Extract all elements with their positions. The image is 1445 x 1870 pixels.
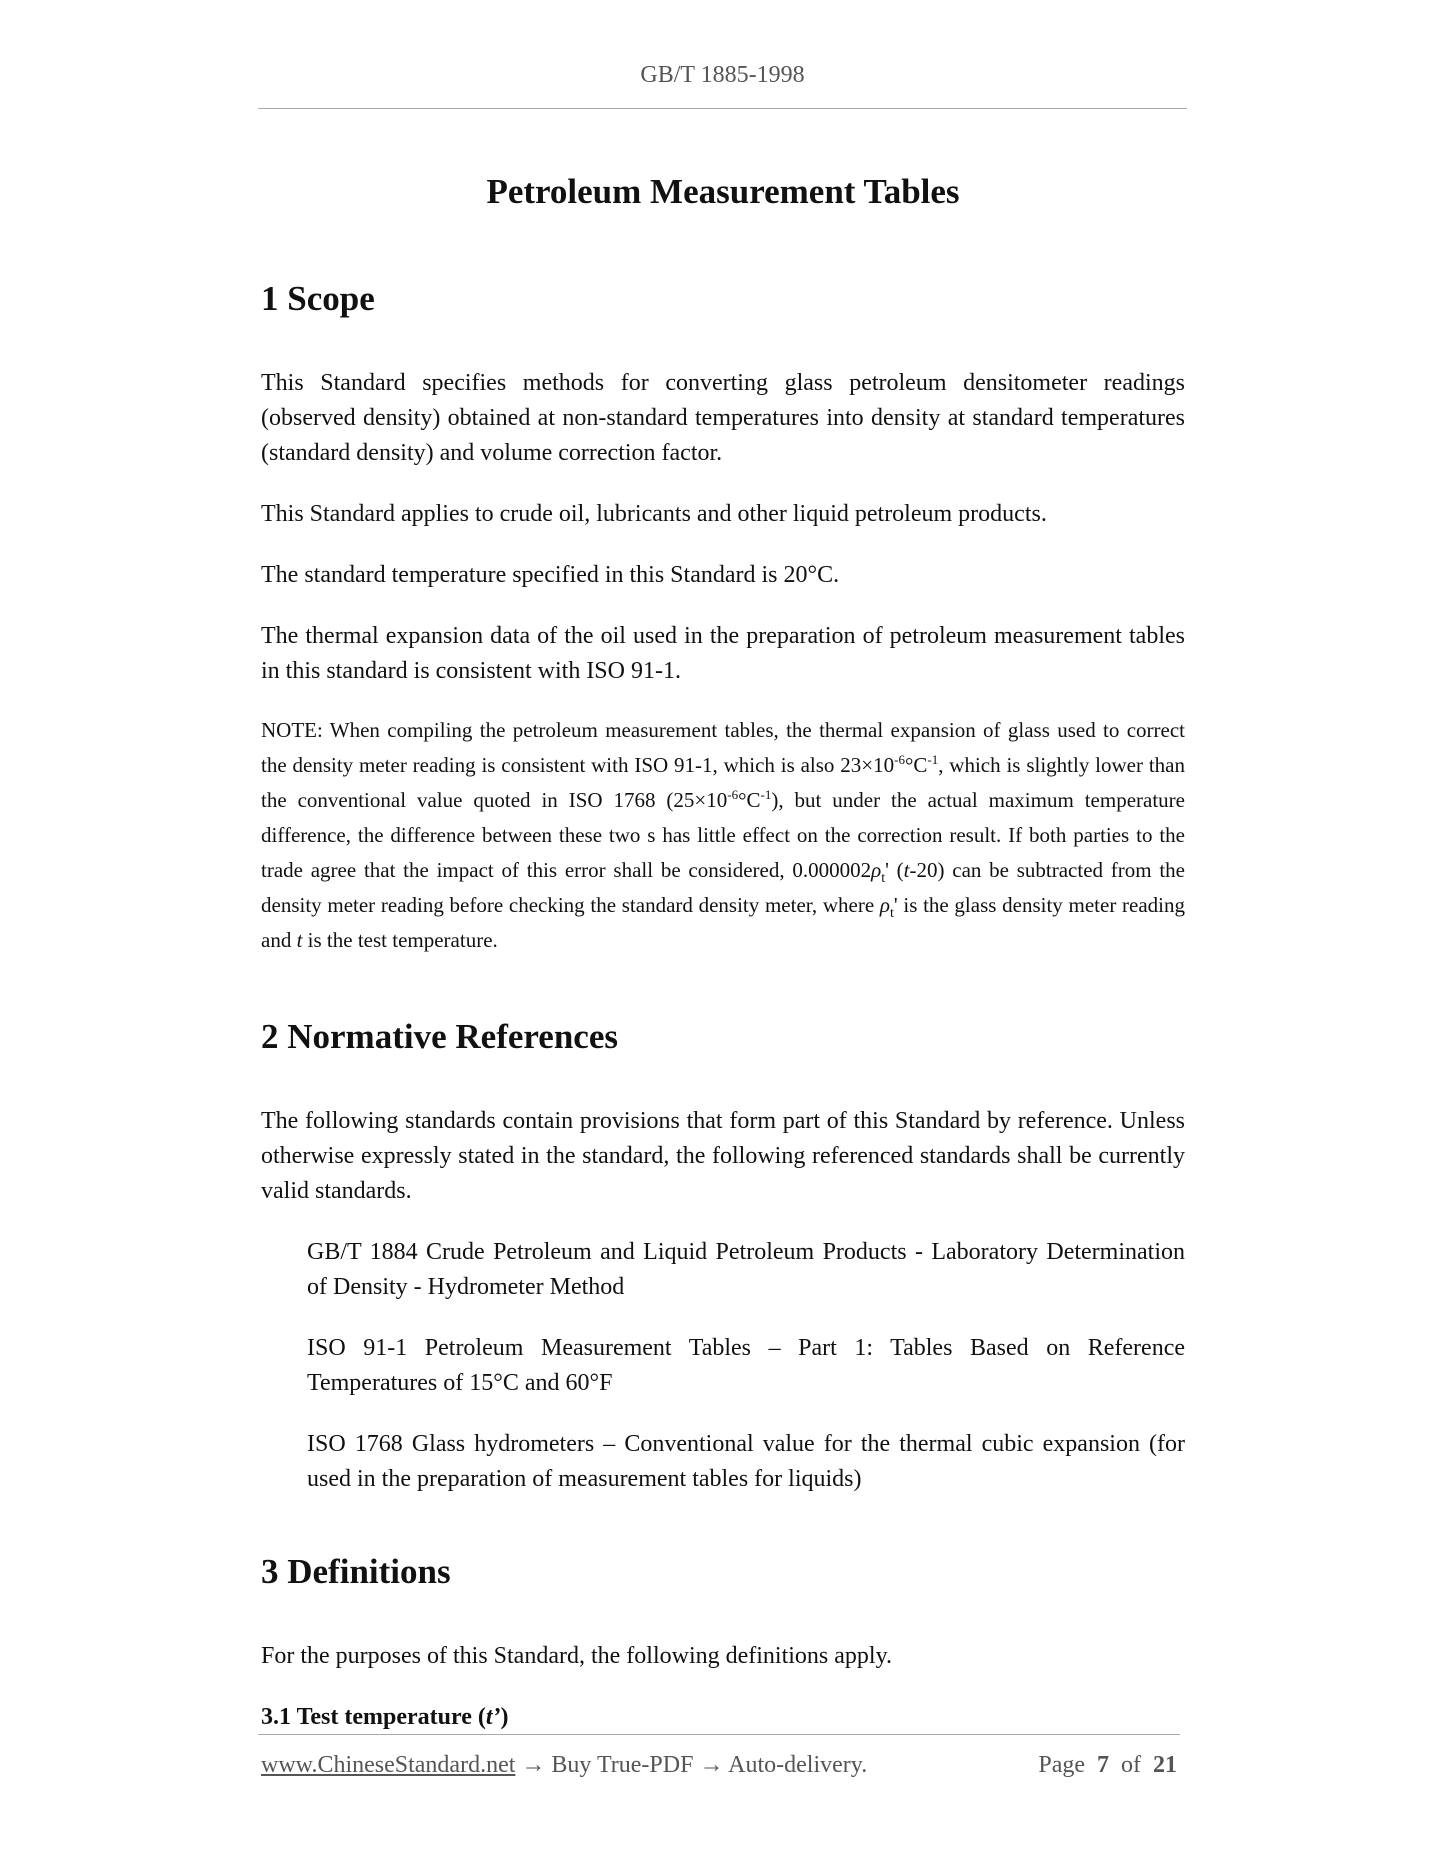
page-content	[261, 160, 1185, 1735]
header-divider	[258, 108, 1187, 109]
reference-list	[307, 1235, 1185, 1497]
section-heading-definitions: 3 Definitions	[261, 1552, 451, 1591]
definition-test-temperature-heading: 3.1 Test temperature (t’)	[261, 1704, 509, 1730]
page-footer	[261, 1752, 1181, 1784]
document-title: Petroleum Measurement Tables	[486, 172, 960, 211]
reference-item: GB/T 1884 Crude Petroleum and Liquid Petroleum Products - Laboratory Determination of Density - Hydrometer Method	[307, 1239, 1185, 1300]
page-number: 7	[1097, 1752, 1109, 1778]
scope-paragraph-1: This Standard specifies methods for converting glass petroleum densitometer readings (observed density) obtained at non-standard temperatures into density at standard temperatures (standard density) and volume correction factor.	[261, 370, 1185, 466]
references-intro: The following standards contain provisions that form part of this Standard by reference. Unless otherwise expressly stated in the standard, the following referenced standards shall be currently valid standards.	[261, 1108, 1185, 1204]
definitions-intro: For the purposes of this Standard, the following definitions apply.	[261, 1643, 893, 1669]
page-total: 21	[1153, 1752, 1177, 1778]
section-heading-scope: 1 Scope	[261, 279, 375, 318]
reference-item: ISO 1768 Glass hydrometers – Conventional value for the thermal cubic expansion (for used in the preparation of measurement tables for liquids)	[307, 1431, 1185, 1492]
scope-paragraph-2: This Standard applies to crude oil, lubricants and other liquid petroleum products.	[261, 501, 1047, 527]
footer-divider	[258, 1734, 1180, 1735]
scope-note: NOTE: When compiling the petroleum measurement tables, the thermal expansion of glass used to correct the density meter reading is consistent with ISO 91-1, which is also $23\times 10^{-6}^\circ C^{-1}$, which is slightly lower than the conventional value quoted in ISO 1768 $(25\times 10^{-6}^\circ C^{-1})$, but under the actual maximum temperature difference, the difference between these two s has little effect on the correction result. If both parties to the trade agree that the impact of this error shall be considered, $0.000002\rho_t'$ (t-20) can be subtracted from the density meter reading before checking the standard density meter, where $\rho_t'$ is the glass density meter reading and t is the test temperature.	[261, 718, 1186, 952]
buy-link[interactable]: Buy True-PDF	[551, 1752, 694, 1778]
scope-paragraph-3: The standard temperature specified in this Standard is 20°C.	[261, 562, 840, 588]
header-document-code: GB/T 1885-1998	[640, 62, 805, 88]
section-heading-normative-references: 2 Normative References	[261, 1017, 618, 1056]
scope-paragraph-4: The thermal expansion data of the oil used in the preparation of petroleum measurement tables in this standard is consistent with ISO 91-1.	[261, 623, 1185, 684]
delivery-text: Auto-delivery.	[728, 1752, 868, 1778]
site-link[interactable]: www.ChineseStandard.net	[261, 1752, 516, 1778]
reference-item: ISO 91-1 Petroleum Measurement Tables – Part 1: Tables Based on Reference Temperatures of 15°C and 60°F	[307, 1335, 1185, 1396]
footer-promo: www.ChineseStandard.net → Buy True-PDF → Auto-delivery.	[261, 1752, 868, 1778]
page-indicator: Page 7 of 21	[1038, 1752, 1177, 1778]
